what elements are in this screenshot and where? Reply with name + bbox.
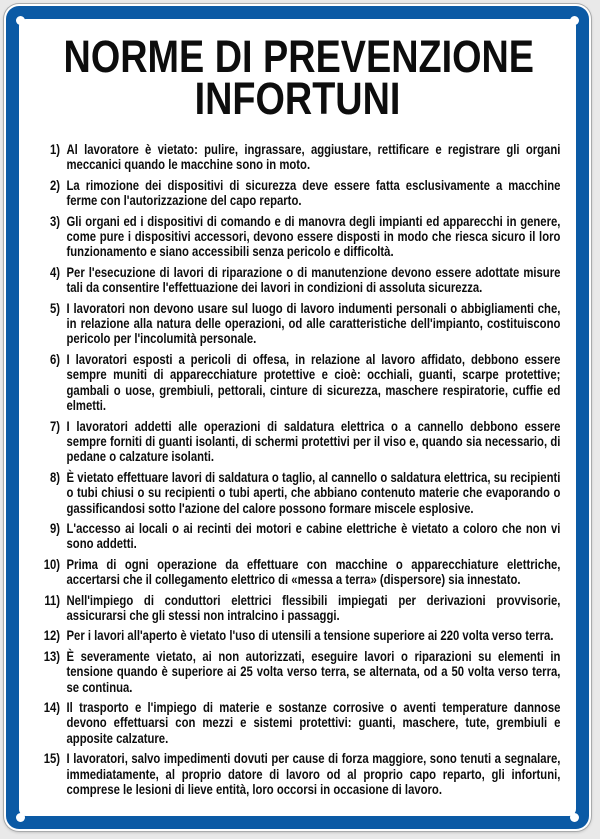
screw-hole-bottom-right [570,813,579,822]
rule-text: Per l'esecuzione di lavori di riparazione o di manutenzione devono essere adottate misure tali da consentire l'effettuazione dei lavori in condizioni di assoluta sicurezza. [66,263,561,296]
rule-item-13 [31,649,560,695]
rule-number: 8) [50,468,61,485]
rule-number: 3) [50,212,61,229]
screw-hole-top-right [570,16,579,25]
rule-text: La rimozione dei dispositivi di sicurezza deve essere fatta esclusivamente a macchine ferme con l'autorizzazione del capo reparto. [66,176,561,209]
rule-number: 7) [50,417,61,434]
rule-number: 11) [44,591,61,608]
rule-number: 2) [50,176,61,193]
sign-panel [19,19,576,816]
rule-number: 6) [50,350,61,367]
rule-number: 13) [43,647,61,664]
rule-item-9 [31,521,560,552]
rule-number: 12) [43,627,61,644]
rule-item-4 [31,265,560,296]
rule-item-12 [31,628,560,643]
rule-text: I lavoratori, salvo impedimenti dovuti per cause di forza maggiore, sono tenuti a segnalare, immediatamente, al proprio datore di lavoro od al proprio capo reparto, gli infortuni, comprese le lesioni di lieve entità, loro occorsi in occasione di lavoro. [66,750,561,798]
rule-number: 14) [43,699,61,715]
rule-text: Gli organi ed i dispositivi di comando e di manovra degli impianti ed apparecchi in genere, come pure i dispositivi accessori, devono essere disposti in modo che riesca sicuro il loro funzionamento e siano accessibili senza pericolo e difficoltà. [66,212,561,260]
rule-item-6 [31,352,560,414]
sign-title [63,31,535,124]
rule-number: 10) [43,555,61,572]
rule-item-7 [31,419,560,465]
rule-item-15 [31,751,560,797]
rule-text: Nell'impiego di conduttori elettrici flessibili impiegati per derivazioni provvisorie, assicurarsi che gli stessi non intralcino i passaggi. [66,591,561,623]
rule-text: I lavoratori addetti alle operazioni di saldatura elettrica o a cannello debbono essere sempre forniti di guanti isolanti, di schermi protettivi per il viso e, quando sia necessario, di pedane o calzature isolanti. [66,417,561,465]
sign-title-line1: NORME DI PREVENZIONE [63,31,535,82]
rule-item-3 [31,214,560,260]
rule-number: 1) [50,141,61,157]
screw-hole-top-left [16,16,25,25]
rule-text: L'accesso ai locali o ai recinti dei motori e cabine elettriche è vietato a coloro che non vi sono addetti. [66,519,561,552]
rule-text: Il trasporto e l'impiego di materie e sostanze corrosive o aventi temperature dannose devono effettuarsi con mezzi e sistemi protettivi: guanti, maschere, tute, grembiuli e apposite calzature. [66,699,561,746]
rule-number: 4) [50,263,61,280]
rule-number: 15) [43,750,61,767]
rule-number: 5) [50,299,61,316]
rule-text: Al lavoratore è vietato: pulire, ingrassare, aggiustare, rettificare e registrare gli organi meccanici quando le macchine sono in moto. [66,141,561,173]
safety-sign [4,4,591,831]
rule-text: I lavoratori esposti a pericoli di offesa, in relazione al lavoro affidato, debbono essere sempre muniti di apparecchiature protettive e cioè: occhiali, guanti, scarpe protettive; gambali o uose, grembiuli, pettorali, cinture di sicurezza, maschere respiratorie, cuffie ed elmetti. [66,350,561,414]
sign-blue-frame [6,6,589,829]
rule-item-14 [31,700,560,746]
rule-number: 9) [50,519,61,536]
rule-text: È vietato effettuare lavori di saldatura o taglio, al cannello o saldatura elettrica, su recipienti o tubi chiusi o su recipienti o tubi aperti, che abbiano contenuto materie che evaporando o gassificandosi sotto l'azione del calore possono formare miscele esplosive. [66,468,561,516]
rule-item-1 [31,142,560,173]
rule-text: Per i lavori all'aperto è vietato l'uso di utensili a tensione superiore ai 220 volta verso terra. [66,627,554,644]
rule-text: I lavoratori non devono usare sul luogo di lavoro indumenti personali o abbigliamenti che, in relazione alla natura delle operazioni, od alle caratteristiche dell'impianto, costituiscono pericolo per l'incolumità personale. [66,299,561,347]
rule-text: È severamente vietato, ai non autorizzati, eseguire lavori o riparazioni su elementi in tensione quando è superiore ai 25 volta verso terra, se alternata, od a 50 volta verso terra, se continua. [66,647,561,695]
rule-text: Prima di ogni operazione da effettuare con macchine o apparecchiature elettriche, accertarsi che il collegamento elettrico di «messa a terra» (dispersore) sia innestato. [66,555,561,588]
rules-list [31,142,560,802]
rule-item-5 [31,301,560,347]
rule-item-10 [31,557,560,588]
rule-item-8 [31,470,560,516]
screw-hole-bottom-left [16,813,25,822]
rule-item-2 [31,178,560,209]
rule-item-11 [31,593,560,624]
sign-title-line2: INFORTUNI [194,73,401,124]
